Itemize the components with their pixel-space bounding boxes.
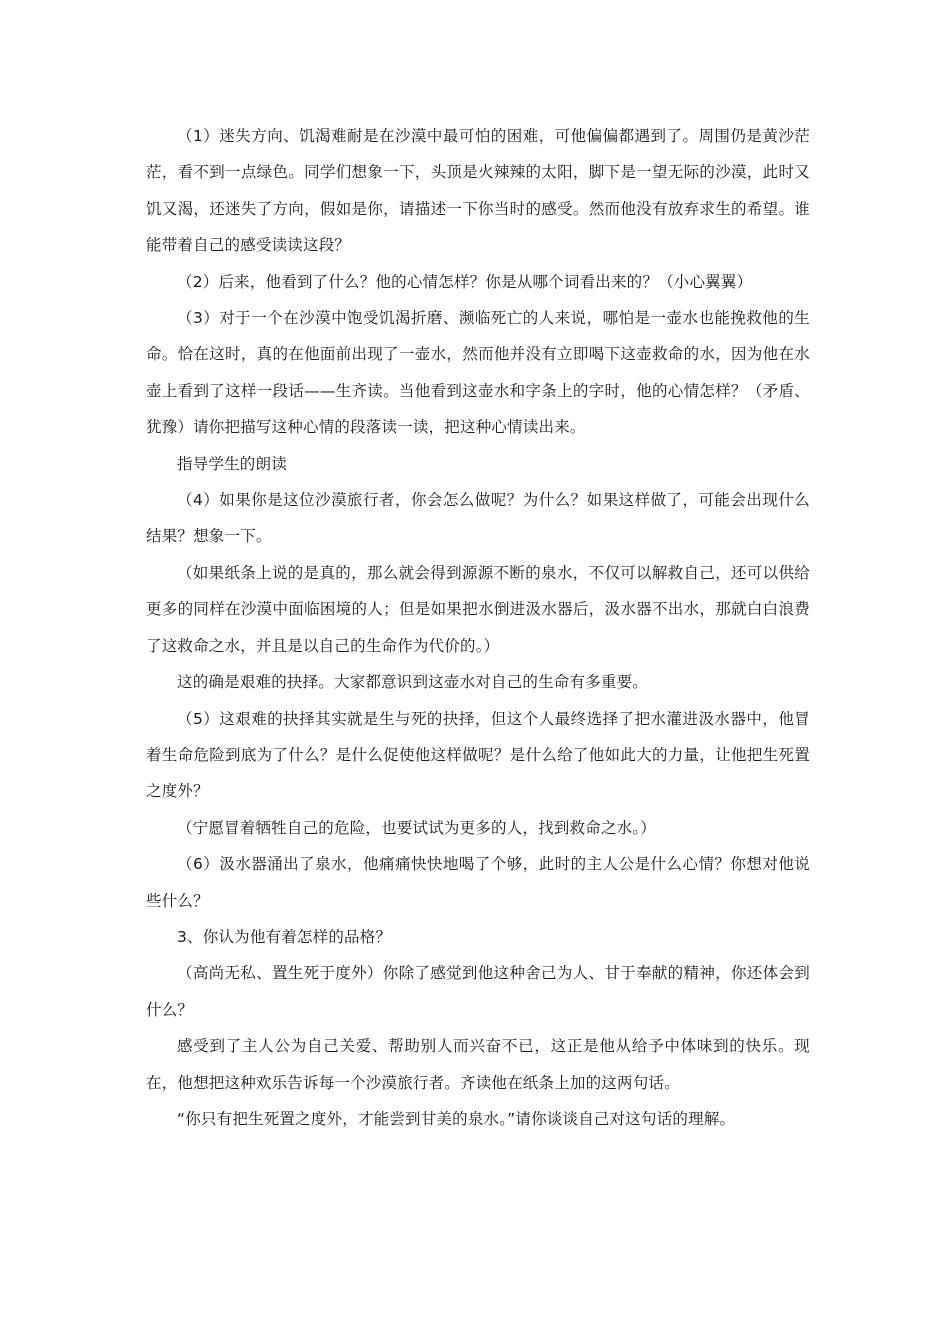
paragraph-9: （宁愿冒着牺牲自己的危险，也要试试为更多的人，找到救命之水。） [177, 818, 656, 837]
paragraph-8: （5）这艰难的抉择其实就是生与死的抉择，但这个人最终选择了把水灌进汲水器中，他冒着生命危险到底为了什么？是什么促使他这样做呢？是什么给了他如此大的力量，让他把生死置之度外？ [146, 709, 810, 801]
paragraph-13: 感受到了主人公为自己关爱、帮助别人而兴奋不已，这正是他从给予中体味到的快乐。现在，他想把这种欢乐告诉每一个沙漠旅行者。齐读他在纸条上加的这两句话。 [146, 1037, 810, 1092]
paragraph-11: 3、你认为他有着怎样的品格？ [177, 927, 392, 946]
paragraph-12: （高尚无私、置生死于度外）你除了感觉到他这种舍己为人、甘于奉献的精神，你还体会到什么？ [146, 964, 810, 1019]
paragraph-7: 这的确是艰难的抉择。大家都意识到这壶水对自己的生命有多重要。 [177, 673, 649, 692]
paragraph-2: （2）后来，他看到了什么？他的心情怎样？你是从哪个词看出来的？（小心翼翼） [177, 272, 753, 291]
paragraph-3: （3）对于一个在沙漠中饱受饥渴折磨、濒临死亡的人来说，哪怕是一壶水也能挽救他的生命。恰在这时，真的在他面前出现了一壶水，然而他并没有立即喝下这壶救命的水，因为他在水壶上看到了这样一段话——生齐读。当他看到这壶水和字条上的字时，他的心情怎样？（矛盾、犹豫）请你把描写这种心情的段落读一读，把这种心情读出来。 [146, 309, 810, 437]
paragraph-10: （6）汲水器涌出了泉水，他痛痛快快地喝了个够，此时的主人公是什么心情？你想对他说些什么？ [146, 855, 810, 910]
paragraph-4: 指导学生的朗读 [177, 454, 287, 473]
paragraph-1: （1）迷失方向、饥渴难耐是在沙漠中最可怕的困难，可他偏偏都遇到了。周围仍是黄沙茫茫，看不到一点绿色。同学们想象一下，头顶是火辣辣的太阳，脚下是一望无际的沙漠，此时又饥又渴，还迷失了方向，假如是你，请描述一下你当时的感受。然而他没有放弃求生的希望。谁能带着自己的感受读读这段？ [146, 127, 810, 255]
paragraph-5: （4）如果你是这位沙漠旅行者，你会怎么做呢？为什么？如果这样做了，可能会出现什么结果？想象一下。 [146, 491, 810, 546]
paragraph-6: （如果纸条上说的是真的，那么就会得到源源不断的泉水，不仅可以解救自己，还可以供给更多的同样在沙漠中面临困境的人；但是如果把水倒进汲水器后，汲水器不出水，那就白白浪费了这救命之水，并且是以自己的生命作为代价的。） [146, 563, 810, 655]
paragraph-14: “你只有把生死置之度外，才能尝到甘美的泉水。”请你谈谈自己对这句话的理解。 [177, 1109, 736, 1128]
document-body [146, 118, 810, 1137]
